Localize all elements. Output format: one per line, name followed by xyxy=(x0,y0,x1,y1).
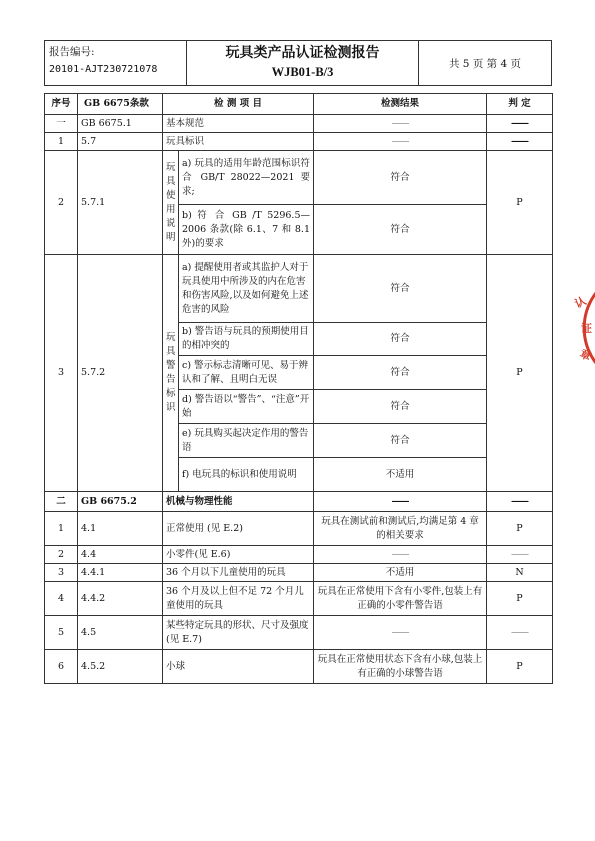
result-cell: —— xyxy=(314,492,487,512)
verdict-cell: P xyxy=(487,512,553,546)
item-cell: 36 个月及以上但不足 72 个月儿童使用的玩具 xyxy=(163,582,314,616)
col-header-item: 检 测 项 目 xyxy=(163,94,314,115)
seq-cell: 二 xyxy=(45,492,78,512)
report-header xyxy=(44,40,552,86)
result-cell: 符合 xyxy=(314,424,487,458)
sub-item-cell: e) 玩具购买起决定作用的警告语 xyxy=(179,424,314,458)
test-results-table xyxy=(44,93,553,684)
table-row xyxy=(45,616,553,650)
result-cell: 不适用 xyxy=(314,564,487,582)
seq-cell: 1 xyxy=(45,133,78,151)
result-cell: 玩具在正常使用状态下含有小球,包装上有正确的小球警告语 xyxy=(314,650,487,684)
clause-cell: 4.4.1 xyxy=(78,564,163,582)
table-row xyxy=(45,582,553,616)
col-header-seq: 序号 xyxy=(45,94,78,115)
table-row xyxy=(45,255,553,323)
seal-glyph: 证 xyxy=(581,322,592,335)
seq-cell: 6 xyxy=(45,650,78,684)
table-row xyxy=(45,151,553,205)
page-info: 共 5 页 第 4 页 xyxy=(448,57,522,70)
verdict-cell: —— xyxy=(487,115,553,133)
report-number-label: 报告编号: xyxy=(49,46,95,58)
result-cell: 玩具在正常使用下含有小零件,包装上有正确的小零件警告语 xyxy=(314,582,487,616)
clause-cell: 4.1 xyxy=(78,512,163,546)
sub-item-cell: f) 电玩具的标识和使用说明 xyxy=(179,458,314,492)
verdict-cell: —— xyxy=(487,133,553,151)
clause-cell: 4.5 xyxy=(78,616,163,650)
report-number: 20101-AJT230721078 xyxy=(49,64,158,75)
verdict-cell: —— xyxy=(487,616,553,650)
verdict-cell: —— xyxy=(487,492,553,512)
item-cell: 正常使用 (见 E.2) xyxy=(163,512,314,546)
clause-cell: 5.7.1 xyxy=(78,151,163,255)
result-cell: —— xyxy=(314,115,487,133)
verdict-cell: P xyxy=(487,151,553,255)
table-row xyxy=(45,650,553,684)
item-cell: 机械与物理性能 xyxy=(163,492,314,512)
clause-cell: GB 6675.2 xyxy=(78,492,163,512)
seal-stamp xyxy=(561,268,595,388)
report-number-block xyxy=(45,41,187,85)
seal-glyph: 章 xyxy=(577,346,594,364)
item-cell: 小零件(见 E.6) xyxy=(163,546,314,564)
seq-cell: 2 xyxy=(45,151,78,255)
verdict-cell: —— xyxy=(487,546,553,564)
verdict-cell: P xyxy=(487,650,553,684)
col-header-clause: GB 6675条款 xyxy=(78,94,163,115)
seq-cell: 5 xyxy=(45,616,78,650)
sub-item-cell: a) 玩具的适用年龄范围标识符合 GB/T 28022—2021 要求; xyxy=(179,151,314,205)
clause-cell: 4.4.2 xyxy=(78,582,163,616)
result-cell: 符合 xyxy=(314,356,487,390)
clause-cell: 5.7.2 xyxy=(78,255,163,492)
seq-cell: 4 xyxy=(45,582,78,616)
clause-cell: 5.7 xyxy=(78,133,163,151)
item-cell: 小球 xyxy=(163,650,314,684)
col-header-verdict: 判 定 xyxy=(487,94,553,115)
report-title-block xyxy=(187,41,419,85)
clause-cell: GB 6675.1 xyxy=(78,115,163,133)
sub-item-cell: b) 警告语与玩具的预期使用目的相冲突的 xyxy=(179,323,314,356)
result-cell: —— xyxy=(314,133,487,151)
result-cell: 符合 xyxy=(314,390,487,424)
result-cell: —— xyxy=(314,546,487,564)
clause-cell: 4.5.2 xyxy=(78,650,163,684)
seq-cell: 3 xyxy=(45,564,78,582)
clause-cell: 4.4 xyxy=(78,546,163,564)
item-cell: 36 个月以下儿童使用的玩具 xyxy=(163,564,314,582)
result-cell: 符合 xyxy=(314,151,487,205)
sub-item-cell: c) 警示标志清晰可见、易于辨认和了解、且明白无误 xyxy=(179,356,314,390)
sub-item-cell: b) 符 合 GB /T 5296.5—2006 条款(除 6.1、7 和 8.1 外)的要求 xyxy=(179,205,314,255)
verdict-cell: N xyxy=(487,564,553,582)
col-header-result: 检测结果 xyxy=(314,94,487,115)
seal-glyph: 认 xyxy=(572,294,589,311)
report-title: 玩具类产品认证检测报告 xyxy=(225,45,380,61)
result-cell: 符合 xyxy=(314,255,487,323)
seq-cell: 1 xyxy=(45,512,78,546)
verdict-cell: P xyxy=(487,255,553,492)
result-cell: 符合 xyxy=(314,323,487,356)
table-row xyxy=(45,115,553,133)
result-cell: 符合 xyxy=(314,205,487,255)
result-cell: 不适用 xyxy=(314,458,487,492)
form-code: WJB01-B/3 xyxy=(271,65,334,79)
table-row xyxy=(45,564,553,582)
table-header-row xyxy=(45,94,553,115)
group-label-instructions: 玩 具 使 用 说 明 xyxy=(163,151,179,255)
table-row xyxy=(45,512,553,546)
seq-cell: 2 xyxy=(45,546,78,564)
item-cell: 基本规范 xyxy=(163,115,314,133)
sub-item-cell: a) 提醒使用者或其监护人对于玩具使用中所涉及的内在危害和伤害风险,以及如何避免上述危害的风险 xyxy=(179,255,314,323)
item-cell: 某些特定玩具的形状、尺寸及强度(见 E.7) xyxy=(163,616,314,650)
table-row xyxy=(45,546,553,564)
group-label-warnings: 玩 具 警 告 标 识 xyxy=(163,255,179,492)
result-cell: 玩具在测试前和测试后,均满足第 4 章的相关要求 xyxy=(314,512,487,546)
seq-cell: 一 xyxy=(45,115,78,133)
verdict-cell: P xyxy=(487,582,553,616)
seq-cell: 3 xyxy=(45,255,78,492)
section-row xyxy=(45,492,553,512)
result-cell: —— xyxy=(314,616,487,650)
sub-item-cell: d) 警告语以“警告”、“注意”开始 xyxy=(179,390,314,424)
table-row xyxy=(45,133,553,151)
item-cell: 玩具标识 xyxy=(163,133,314,151)
